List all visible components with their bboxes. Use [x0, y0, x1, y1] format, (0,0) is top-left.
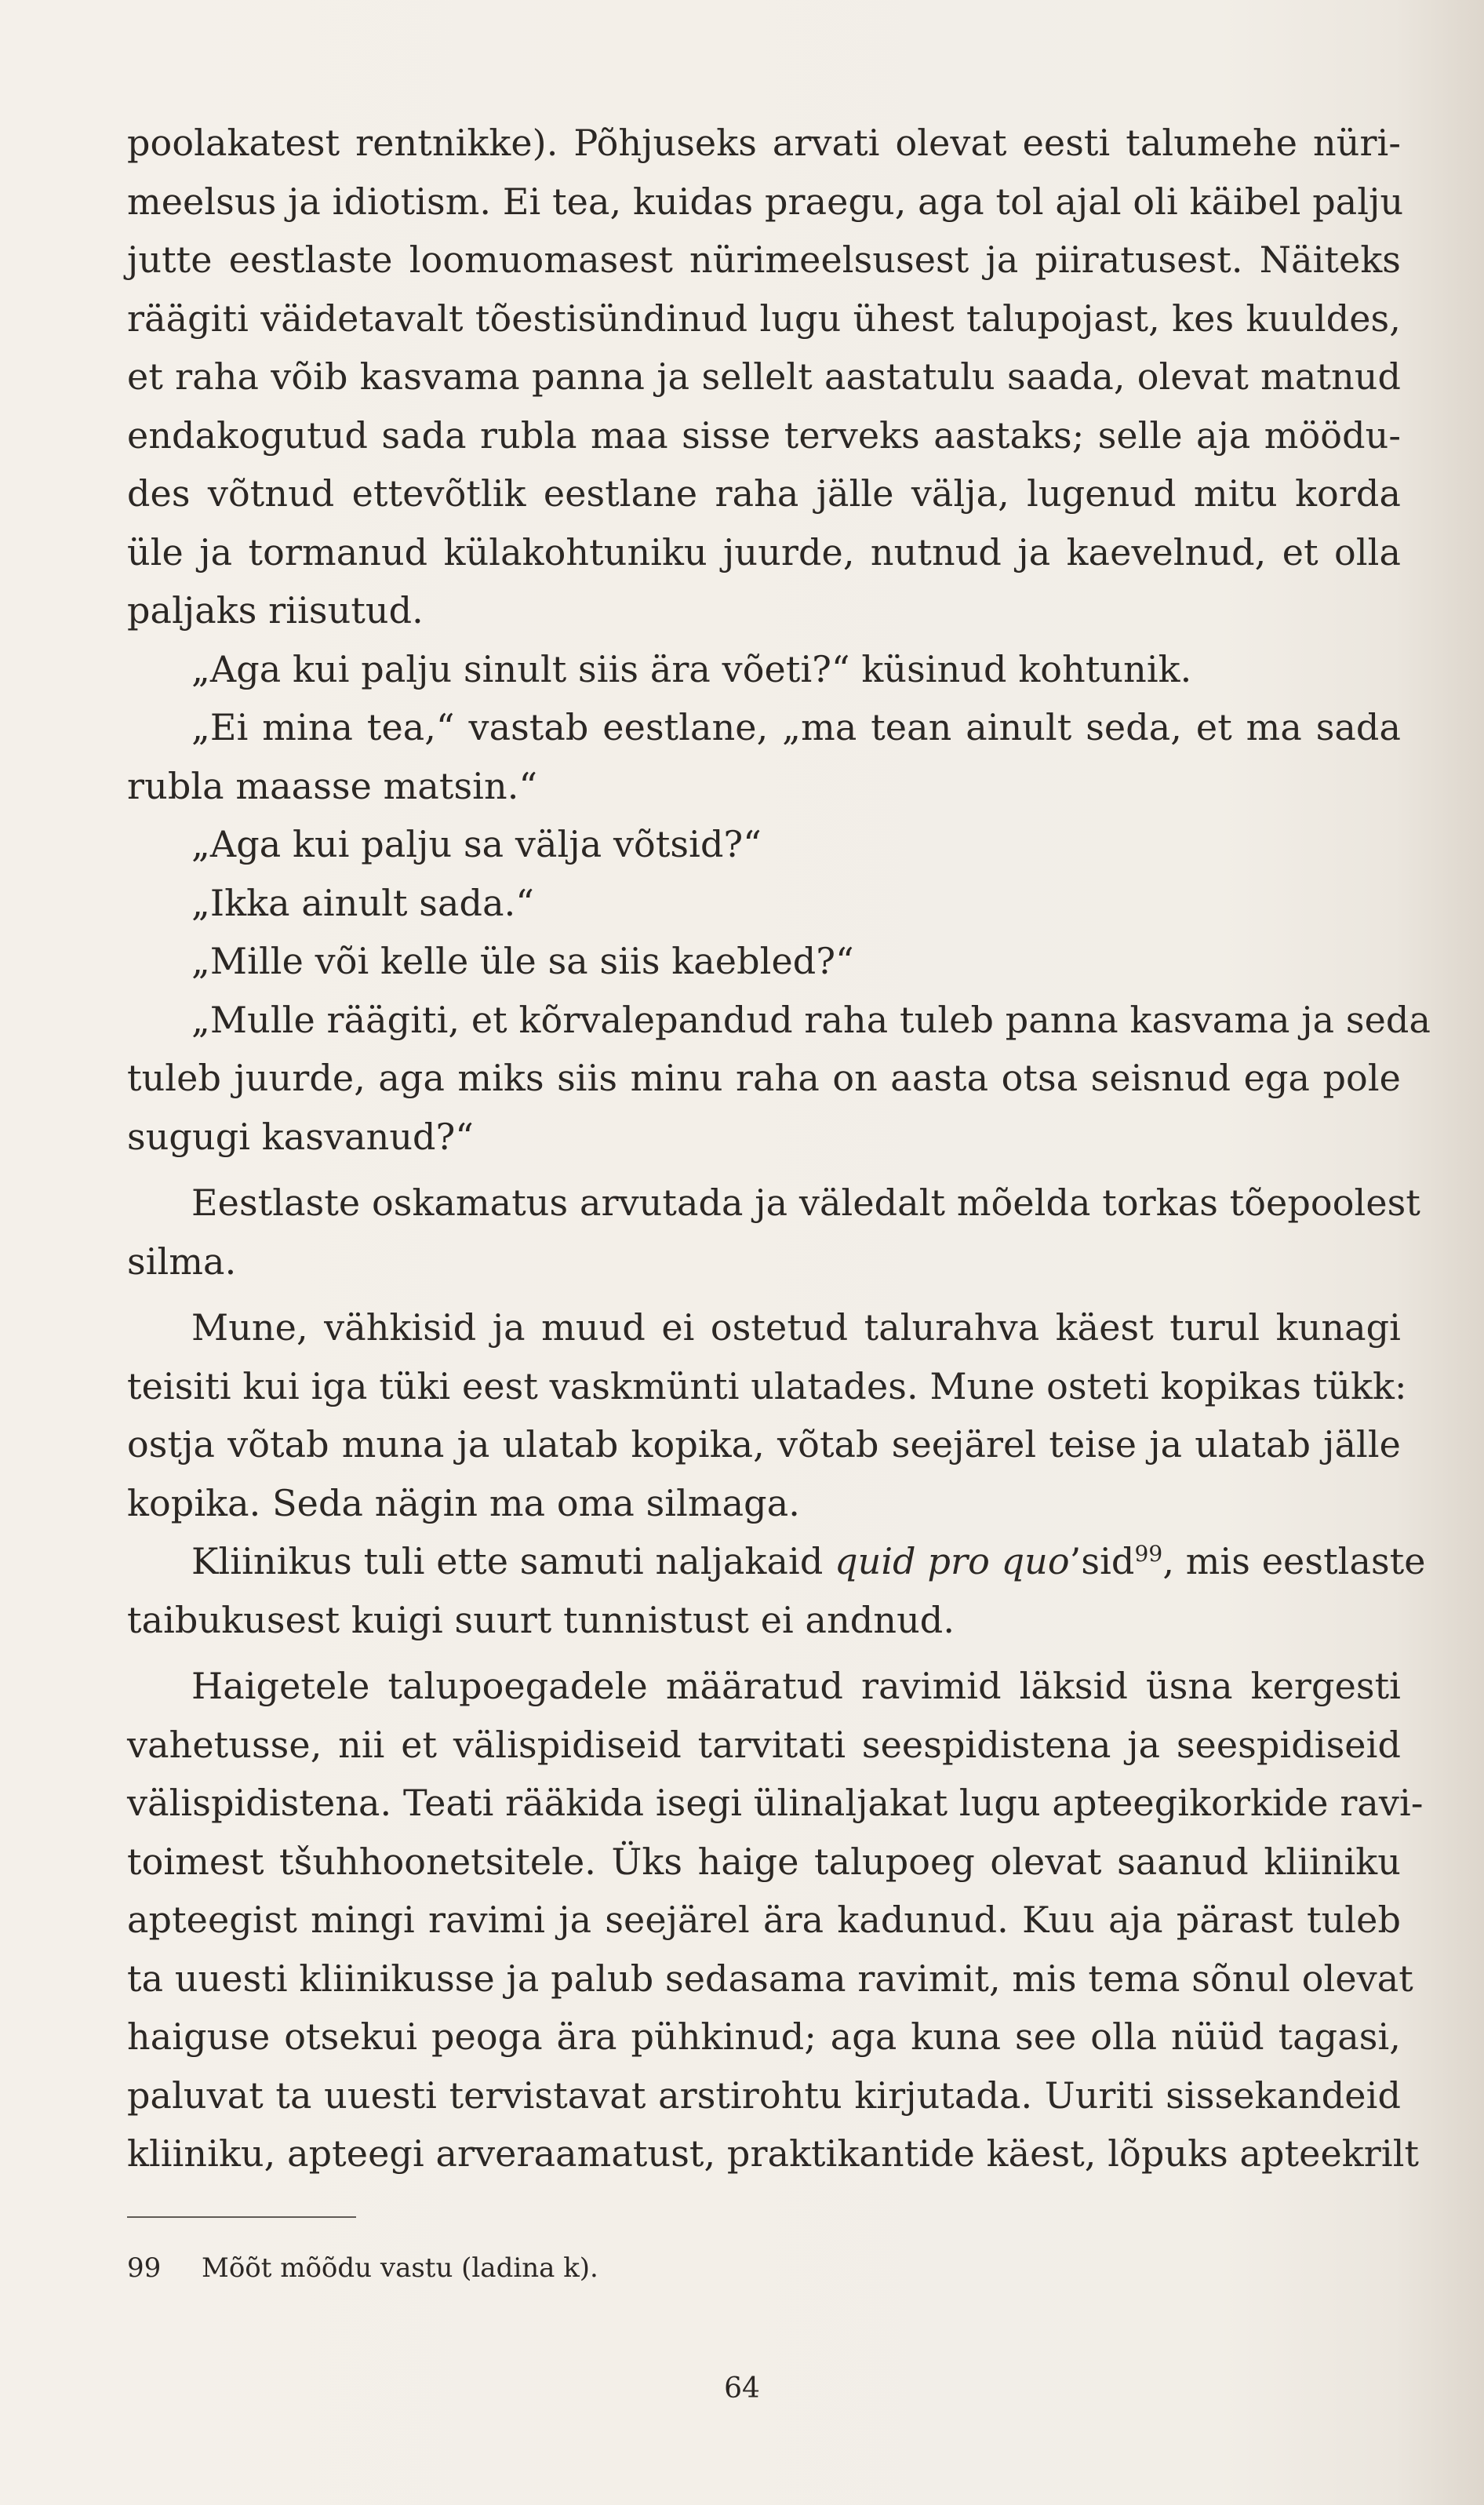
paragraph-4 — [127, 1532, 1426, 1649]
text-line: toimest tšuhhoonetsitele. Üks haige talupoeg olevat saanud kliiniku — [127, 1840, 1401, 1883]
footnote-number: 99 — [127, 2252, 162, 2284]
text-line: Eestlaste oskamatus arvutada ja väledalt mõelda torkas tõepoolest — [191, 1182, 1420, 1224]
inline-text: Kliinikus tuli ette samuti naljakaid — [191, 1540, 835, 1582]
text-line: poolakatest rentnikke). Põhjuseks arvati olevat eesti talumehe nüri- — [127, 122, 1401, 164]
paragraph-3 — [127, 1298, 1407, 1532]
text-line: ta uuesti kliinikusse ja palub sedasama ravimit, mis tema sõnul olevat — [127, 1957, 1413, 2000]
text-line: paluvat ta uuesti tervistavat arstirohtu kirjutada. Uuriti sissekandeid — [127, 2074, 1401, 2117]
text-line: paljaks riisutud. — [127, 589, 424, 632]
text-line: vahetusse, nii et välispidiseid tarvitati seespidistena ja seespidiseid — [127, 1723, 1401, 1766]
text-line: „Ei mina tea,“ vastab eestlane, „ma tean ainult seda, et ma sada — [191, 706, 1401, 748]
text-line: „Aga kui palju sinult siis ära võeti?“ küsinud kohtunik. — [191, 647, 1192, 690]
text-line: des võtnud ettevõtlik eestlane raha jälle välja, lugenud mitu korda — [127, 472, 1401, 515]
paragraph-5 — [127, 1657, 1424, 2183]
footnote — [127, 2252, 598, 2285]
dialogue-answer-1 — [127, 698, 1401, 815]
dialogue-question-1 — [127, 640, 1401, 699]
text-line: „Aga kui palju sa välja võtsid?“ — [191, 823, 762, 865]
dialogue-answer-3 — [127, 991, 1431, 1167]
text-line: tuleb juurde, aga miks siis minu raha on aasta otsa seisnud ega pole — [127, 1057, 1401, 1099]
dialogue-question-3 — [127, 932, 1401, 991]
text-line: „Ikka ainult sada.“ — [191, 881, 534, 924]
text-line: rubla maasse matsin.“ — [127, 764, 538, 807]
text-line: ostja võtab muna ja ulatab kopika, võtab seejärel teise ja ulatab jälle — [127, 1423, 1401, 1465]
text-line: haiguse otsekui peoga ära pühkinud; aga kuna see olla nüüd tagasi, — [127, 2015, 1401, 2058]
text-line: Mune, vähkisid ja muud ei ostetud talurahva käest turul kunagi — [191, 1306, 1401, 1349]
text-line: „Mulle räägiti, et kõrvalepandud raha tuleb panna kasvama ja seda — [191, 998, 1431, 1041]
footnote-reference: 99 — [1134, 1541, 1163, 1567]
latin-phrase: quid pro quo — [835, 1540, 1070, 1582]
text-line: jutte eestlaste loomuomasest nürimeelsusest ja piiratusest. Näiteks — [127, 238, 1401, 281]
text-line: üle ja tormanud külakohtuniku juurde, nutnud ja kaevelnud, et olla — [127, 530, 1401, 573]
text-line: endakogutud sada rubla maa sisse terveks aastaks; selle aja möödu- — [127, 413, 1401, 457]
text-line: kliiniku, apteegi arveraamatust, praktikantide käest, lõpuks apteekrilt — [127, 2132, 1420, 2175]
text-line-with-footnote — [127, 1532, 1426, 1591]
body-text — [127, 114, 1431, 2183]
text-line: sugugi kasvanud?“ — [127, 1115, 474, 1158]
text-line: taibukusest kuigi suurt tunnistust ei andnud. — [127, 1598, 955, 1641]
paragraph-1 — [127, 114, 1404, 640]
inline-text: ’sid — [1069, 1540, 1135, 1582]
text-line: silma. — [127, 1240, 237, 1283]
paragraph-spacing — [127, 1166, 1401, 1174]
footnote-text: Mõõt mõõdu vastu (ladina k). — [202, 2252, 598, 2284]
text-line: „Mille või kelle üle sa siis kaebled?“ — [191, 940, 854, 982]
text-line: välispidistena. Teati rääkida isegi ülinaljakat lugu apteegikorkide ravi- — [127, 1782, 1424, 1824]
text-line: räägiti väidetavalt tõestisündinud lugu ühest talupojast, kes kuuldes, — [127, 297, 1401, 340]
dialogue-answer-2 — [127, 874, 1401, 933]
footnote-divider — [127, 2216, 356, 2218]
text-line: kopika. Seda nägin ma oma silmaga. — [127, 1481, 800, 1524]
paragraph-2 — [127, 1174, 1420, 1291]
text-line: Haigetele talupoegadele määratud ravimid läksid üsna kergesti — [191, 1665, 1401, 1707]
dialogue-question-2 — [127, 815, 1401, 874]
inline-text: , mis eestlaste — [1162, 1540, 1426, 1582]
text-line: apteegist mingi ravimi ja seejärel ära kadunud. Kuu aja pärast tuleb — [127, 1899, 1401, 1941]
paragraph-spacing — [127, 1291, 1401, 1298]
page-number: 64 — [724, 2372, 760, 2405]
text-line: meelsus ja idiotism. Ei tea, kuidas praegu, aga tol ajal oli käibel palju — [127, 180, 1404, 223]
text-line: et raha võib kasvama panna ja sellelt aastatulu saada, olevat matnud — [127, 355, 1401, 398]
text-line: teisiti kui iga tüki eest vaskmünti ulatades. Mune osteti kopikas tükk: — [127, 1364, 1407, 1407]
paragraph-spacing — [127, 1649, 1401, 1657]
